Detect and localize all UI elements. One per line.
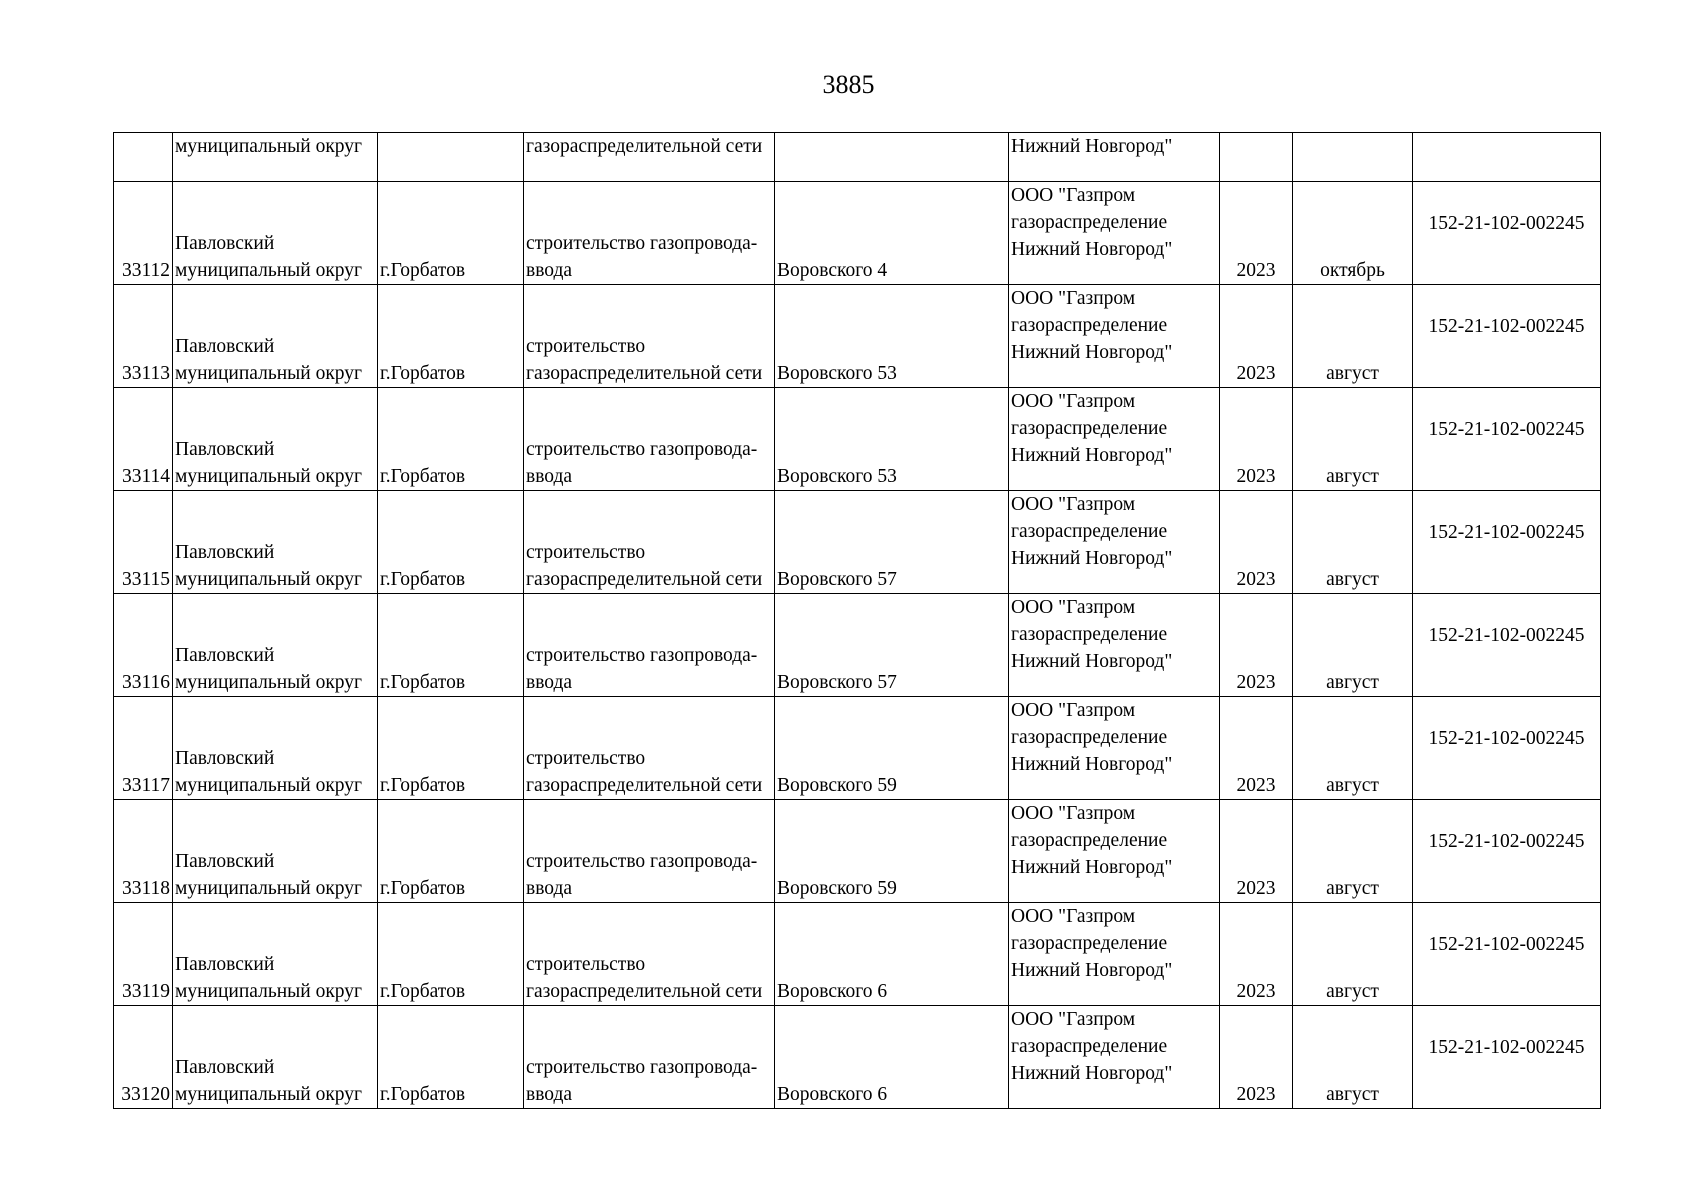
cell-address <box>775 133 1009 182</box>
cell-number: 33116 <box>114 594 173 697</box>
cell-work-type: строительство газораспределительной сети <box>524 697 775 800</box>
cell-registry-number: 152-21-102-002245 <box>1413 903 1601 1006</box>
cell-month <box>1293 133 1413 182</box>
cell-district: Павловский муниципальный округ <box>173 182 378 285</box>
cell-registry-number: 152-21-102-002245 <box>1413 285 1601 388</box>
cell-month: август <box>1293 800 1413 903</box>
cell-organization: ООО "Газпром газораспределение Нижний Новгород" <box>1009 388 1220 491</box>
cell-district: Павловский муниципальный округ <box>173 903 378 1006</box>
cell-registry-number: 152-21-102-002245 <box>1413 594 1601 697</box>
cell-work-type: строительство газораспределительной сети <box>524 903 775 1006</box>
cell-address: Воровского 6 <box>775 1006 1009 1109</box>
cell-year: 2023 <box>1220 697 1293 800</box>
table-row <box>114 182 1601 285</box>
cell-organization: ООО "Газпром газораспределение Нижний Новгород" <box>1009 697 1220 800</box>
cell-month: август <box>1293 491 1413 594</box>
cell-month: август <box>1293 903 1413 1006</box>
cell-year: 2023 <box>1220 285 1293 388</box>
cell-number: 33113 <box>114 285 173 388</box>
cell-month: август <box>1293 594 1413 697</box>
cell-address: Воровского 57 <box>775 491 1009 594</box>
cell-year: 2023 <box>1220 491 1293 594</box>
cell-month: август <box>1293 285 1413 388</box>
cell-registry-number: 152-21-102-002245 <box>1413 491 1601 594</box>
cell-town: г.Горбатов <box>378 182 524 285</box>
cell-address: Воровского 57 <box>775 594 1009 697</box>
cell-district: муниципальный округ <box>173 133 378 182</box>
cell-year: 2023 <box>1220 388 1293 491</box>
continuation-row <box>114 133 1601 182</box>
cell-number <box>114 133 173 182</box>
registry-table <box>113 132 1601 1109</box>
table-row <box>114 903 1601 1006</box>
cell-district: Павловский муниципальный округ <box>173 594 378 697</box>
cell-district: Павловский муниципальный округ <box>173 800 378 903</box>
cell-year: 2023 <box>1220 903 1293 1006</box>
cell-registry-number: 152-21-102-002245 <box>1413 388 1601 491</box>
cell-work-type: строительство газопровода- ввода <box>524 594 775 697</box>
cell-year <box>1220 133 1293 182</box>
page-number: 3885 <box>822 70 875 99</box>
cell-work-type: строительство газопровода- ввода <box>524 388 775 491</box>
cell-address: Воровского 6 <box>775 903 1009 1006</box>
table-row <box>114 285 1601 388</box>
cell-organization: Нижний Новгород" <box>1009 133 1220 182</box>
cell-town: г.Горбатов <box>378 697 524 800</box>
table-row <box>114 697 1601 800</box>
cell-organization: ООО "Газпром газораспределение Нижний Новгород" <box>1009 491 1220 594</box>
cell-month: август <box>1293 697 1413 800</box>
cell-month: август <box>1293 1006 1413 1109</box>
cell-number: 33114 <box>114 388 173 491</box>
cell-number: 33115 <box>114 491 173 594</box>
cell-organization: ООО "Газпром газораспределение Нижний Новгород" <box>1009 1006 1220 1109</box>
table-row <box>114 800 1601 903</box>
cell-number: 33120 <box>114 1006 173 1109</box>
cell-work-type: газораспределительной сети <box>524 133 775 182</box>
cell-registry-number <box>1413 133 1601 182</box>
cell-district: Павловский муниципальный округ <box>173 697 378 800</box>
cell-registry-number: 152-21-102-002245 <box>1413 800 1601 903</box>
table-row <box>114 388 1601 491</box>
cell-town: г.Горбатов <box>378 903 524 1006</box>
cell-registry-number: 152-21-102-002245 <box>1413 697 1601 800</box>
cell-town: г.Горбатов <box>378 491 524 594</box>
cell-number: 33119 <box>114 903 173 1006</box>
cell-month: октябрь <box>1293 182 1413 285</box>
cell-district: Павловский муниципальный округ <box>173 491 378 594</box>
cell-district: Павловский муниципальный округ <box>173 1006 378 1109</box>
cell-year: 2023 <box>1220 594 1293 697</box>
cell-address: Воровского 53 <box>775 388 1009 491</box>
cell-town: г.Горбатов <box>378 388 524 491</box>
cell-district: Павловский муниципальный округ <box>173 285 378 388</box>
cell-year: 2023 <box>1220 182 1293 285</box>
cell-work-type: строительство газопровода- ввода <box>524 800 775 903</box>
cell-year: 2023 <box>1220 1006 1293 1109</box>
cell-town <box>378 133 524 182</box>
cell-registry-number: 152-21-102-002245 <box>1413 182 1601 285</box>
cell-town: г.Горбатов <box>378 800 524 903</box>
cell-address: Воровского 53 <box>775 285 1009 388</box>
table-row <box>114 1006 1601 1109</box>
table-row <box>114 491 1601 594</box>
cell-year: 2023 <box>1220 800 1293 903</box>
cell-district: Павловский муниципальный округ <box>173 388 378 491</box>
cell-registry-number: 152-21-102-002245 <box>1413 1006 1601 1109</box>
cell-work-type: строительство газораспределительной сети <box>524 491 775 594</box>
cell-town: г.Горбатов <box>378 1006 524 1109</box>
cell-number: 33118 <box>114 800 173 903</box>
cell-organization: ООО "Газпром газораспределение Нижний Новгород" <box>1009 182 1220 285</box>
cell-number: 33112 <box>114 182 173 285</box>
cell-organization: ООО "Газпром газораспределение Нижний Новгород" <box>1009 594 1220 697</box>
cell-address: Воровского 4 <box>775 182 1009 285</box>
cell-organization: ООО "Газпром газораспределение Нижний Новгород" <box>1009 903 1220 1006</box>
cell-month: август <box>1293 388 1413 491</box>
cell-town: г.Горбатов <box>378 594 524 697</box>
cell-work-type: строительство газопровода- ввода <box>524 1006 775 1109</box>
cell-number: 33117 <box>114 697 173 800</box>
cell-town: г.Горбатов <box>378 285 524 388</box>
cell-organization: ООО "Газпром газораспределение Нижний Новгород" <box>1009 285 1220 388</box>
cell-address: Воровского 59 <box>775 800 1009 903</box>
cell-work-type: строительство газопровода- ввода <box>524 182 775 285</box>
cell-work-type: строительство газораспределительной сети <box>524 285 775 388</box>
cell-organization: ООО "Газпром газораспределение Нижний Новгород" <box>1009 800 1220 903</box>
cell-address: Воровского 59 <box>775 697 1009 800</box>
table-body <box>114 133 1601 1109</box>
table-row <box>114 594 1601 697</box>
